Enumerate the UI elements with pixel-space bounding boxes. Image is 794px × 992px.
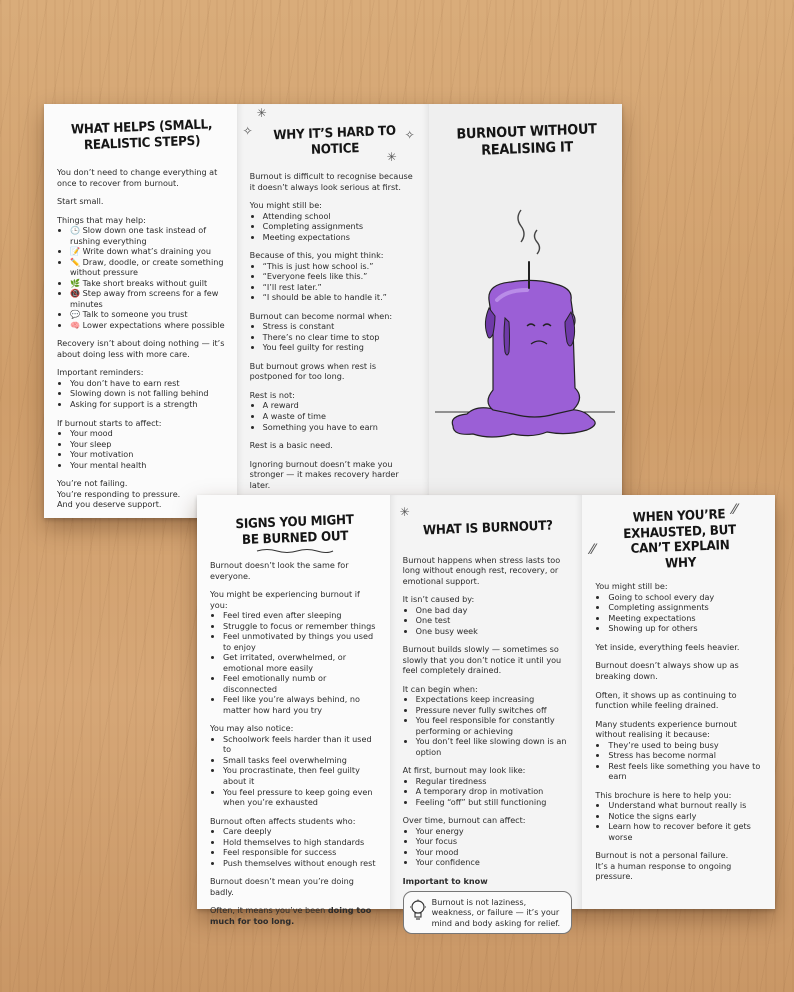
title-line: NOTICE	[310, 140, 360, 158]
closing-line: And you deserve support.	[57, 499, 162, 510]
rest-not-list	[250, 400, 420, 432]
over-time-list	[403, 826, 573, 868]
brochure-outside-sheet	[44, 104, 622, 518]
experiencing-list	[210, 610, 380, 715]
sparkle-icon: ✳	[399, 505, 410, 519]
normal-list	[250, 321, 420, 353]
list-item: • Schoolwork feels harder than it used to	[223, 734, 380, 755]
list-item: • Stress is constant	[263, 321, 420, 332]
list-item: • Your mood	[70, 428, 227, 439]
panel-cover	[429, 104, 622, 518]
list-label: Burnout often affects students who:	[210, 815, 356, 826]
list-item: • Your confidence	[416, 857, 573, 868]
list-label: If burnout starts to affect:	[57, 417, 162, 428]
title-line: SIGNS YOU MIGHT	[235, 512, 354, 533]
still-list	[595, 592, 765, 634]
affect-list	[57, 428, 227, 470]
list-item: • Hold themselves to high standards	[223, 837, 380, 848]
list-item: • “I should be able to handle it.”	[263, 292, 420, 303]
list-item: • Expectations keep increasing	[416, 694, 573, 705]
title-line: EXHAUSTED, BUT	[623, 522, 737, 542]
list-item: • Feel emotionally numb or disconnected	[223, 673, 380, 694]
closing-line: It’s a human response to ongoing pressure.	[595, 860, 732, 882]
list-item: • You feel pressure to keep going even when you’re exhausted	[223, 787, 380, 808]
list-item: • Asking for support is a strength	[70, 399, 227, 410]
list-item: • Your energy	[416, 826, 573, 837]
intro-text: Burnout happens when stress lasts too long without enough rest, recovery, or emotional support.	[402, 554, 561, 586]
list-item: • Feeling “off” but still functioning	[416, 797, 573, 808]
often-text: Often, it shows up as continuing to function while feeling drained.	[595, 689, 737, 711]
smoke-icon	[518, 210, 524, 242]
smoke-icon	[535, 230, 540, 254]
list-item: • 🧠 Lower expectations where possible	[70, 320, 227, 331]
list-label: You might still be:	[249, 200, 322, 211]
list-label: You may also notice:	[210, 723, 294, 734]
list-item: • Feel unmotivated by things you used to enjoy	[223, 631, 380, 652]
closing-line: You’re responding to pressure.	[57, 488, 181, 499]
basic-need-text: Rest is a basic need.	[249, 440, 333, 451]
list-item: • ✏️ Draw, doodle, or create something without pressure	[70, 257, 227, 278]
often-emphasis: doing too much for too long.	[210, 905, 372, 926]
not-caused-list	[403, 605, 573, 637]
list-item: • Learn how to recover before it gets worse	[608, 821, 765, 842]
think-list	[250, 261, 420, 303]
intro-text: You don’t need to change everything at once to recover from burnout.	[57, 167, 218, 188]
lightbulb-icon	[409, 899, 427, 921]
sparkle-icon: ⁄⁄	[732, 502, 738, 518]
list-item: • 📝 Write down what’s draining you	[70, 246, 227, 257]
panel-title	[63, 117, 220, 154]
list-item: • Push themselves without enough rest	[223, 858, 380, 869]
title-line: WHAT HELPS (SMALL,	[70, 117, 213, 138]
important-callout	[403, 891, 573, 935]
important-text: Burnout is not laziness, weakness, or failure — it’s your mind and body asking for relief.	[431, 896, 561, 928]
list-item: • You procrastinate, then feel guilty about it	[223, 765, 380, 786]
often-text	[210, 905, 380, 926]
still-list	[250, 211, 420, 243]
builds-text: Burnout builds slowly — sometimes so slowly that you don’t notice it until you feel completely drained.	[402, 644, 562, 676]
list-item: • One test	[416, 615, 573, 626]
important-label: Important to know	[402, 876, 488, 886]
reminders-list	[57, 378, 227, 410]
heavier-text: Yet inside, everything feels heavier.	[595, 641, 740, 652]
list-item: • 💬 Talk to someone you trust	[70, 309, 227, 320]
things-list	[57, 225, 227, 330]
list-item: • Meeting expectations	[608, 613, 765, 624]
list-item: • “Everyone feels like this.”	[263, 271, 420, 282]
list-item: • 🕒 Slow down one task instead of rushing everything	[70, 225, 227, 246]
list-item: • Regular tiredness	[416, 776, 573, 787]
list-item: • Going to school every day	[608, 592, 765, 603]
panel-what-is-burnout	[390, 495, 583, 928]
list-item: • Understand what burnout really is	[608, 800, 765, 811]
title-line: REALISTIC STEPS)	[83, 133, 201, 153]
title-line: WHEN YOU’RE	[632, 507, 726, 526]
affects-list	[210, 826, 380, 868]
panel-why-hard-to-notice	[237, 104, 430, 518]
list-label: Rest is not:	[249, 389, 295, 400]
list-item: • Small tasks feel overwhelming	[223, 755, 380, 766]
list-label: It isn’t caused by:	[402, 594, 475, 605]
list-label: It can begin when:	[402, 683, 478, 694]
first-list	[403, 776, 573, 808]
underline-squiggle	[255, 548, 335, 554]
panel-title	[216, 512, 373, 549]
list-item: • Feel tired even after sleeping	[223, 610, 380, 621]
list-item: • A reward	[263, 400, 420, 411]
list-item: • Your mental health	[70, 460, 227, 471]
title-line: CAN’T EXPLAIN	[630, 538, 731, 558]
title-line: REALISING IT	[481, 139, 574, 159]
list-item: • Your motivation	[70, 449, 227, 460]
notice-list	[210, 734, 380, 808]
title-line: BURNOUT WITHOUT	[456, 121, 598, 143]
panel-title	[601, 506, 759, 574]
help-list	[595, 800, 765, 842]
closing-line: Burnout is not a personal failure.	[595, 850, 729, 861]
list-item: • There’s no clear time to stop	[263, 332, 420, 343]
panel-what-helps	[44, 104, 237, 518]
sparkle-icon: ✳	[386, 150, 397, 164]
list-item: • Completing assignments	[263, 221, 420, 232]
list-item: • You don’t feel like slowing down is an option	[416, 736, 573, 757]
sparkle-icon: ✧	[404, 128, 415, 142]
list-item: • Meeting expectations	[263, 232, 420, 243]
list-item: • A waste of time	[263, 411, 420, 422]
list-label: Important reminders:	[57, 367, 144, 378]
list-item: • Something you have to earn	[263, 422, 420, 433]
cover-title	[449, 121, 606, 160]
list-item: • Showing up for others	[608, 623, 765, 634]
sparkle-icon: ✧	[242, 124, 253, 138]
list-item: • Slowing down is not falling behind	[70, 388, 227, 399]
list-item: • Your mood	[416, 847, 573, 858]
list-item: • You feel responsible for constantly performing or achieving	[416, 715, 573, 736]
start-text: Start small.	[57, 196, 104, 207]
begin-list	[403, 694, 573, 757]
list-item: • Get irritated, overwhelmed, or emotional more easily	[223, 652, 380, 673]
panel-exhausted	[582, 495, 775, 909]
list-item: • Rest feels like something you have to earn	[608, 761, 765, 782]
not-always-text: Burnout doesn’t always show up as breaking down.	[595, 660, 739, 681]
list-item: • Feel responsible for success	[223, 847, 380, 858]
grows-text: But burnout grows when rest is postponed for too long.	[249, 360, 377, 382]
list-item: • A temporary drop in motivation	[416, 786, 573, 797]
list-item: • Attending school	[263, 211, 420, 222]
panel-title: WHAT IS BURNOUT?	[422, 518, 553, 539]
list-item: • Feel like you’re always behind, no matter how hard you try	[223, 694, 380, 715]
list-item: • Your sleep	[70, 439, 227, 450]
list-label: Because of this, you might think:	[249, 250, 384, 261]
list-item: • Your focus	[416, 836, 573, 847]
list-label: This brochure is here to help you:	[595, 789, 732, 800]
list-item: • One busy week	[416, 626, 573, 637]
list-item: • Completing assignments	[608, 602, 765, 613]
list-label: You might be experiencing burnout if you:	[210, 589, 360, 610]
list-label: You might still be:	[595, 581, 668, 592]
ignoring-text: Ignoring burnout doesn’t make you stronger — it makes recovery harder later.	[249, 458, 399, 490]
list-label: At first, burnout may look like:	[402, 765, 526, 776]
panel-signs-burned-out	[197, 495, 390, 926]
closing-line: You’re not failing.	[57, 478, 128, 489]
title-line: BE BURNED OUT	[241, 528, 349, 548]
brochure-inside-sheet	[197, 495, 775, 928]
students-list	[595, 740, 765, 782]
sparkle-icon: ⁄⁄	[590, 542, 596, 558]
list-item: • “I’ll rest later.”	[263, 282, 420, 293]
list-item: • Notice the signs early	[608, 811, 765, 822]
list-item: • “This is just how school is.”	[263, 261, 420, 272]
title-line: WHY IT’S HARD TO	[272, 123, 396, 144]
sparkle-icon: ✳	[256, 106, 267, 120]
often-prefix: Often, it means you’ve been	[210, 905, 328, 916]
candle-drip	[504, 318, 510, 355]
list-label: Many students experience burnout without realising it because:	[595, 718, 737, 740]
list-item: • 📵 Step away from screens for a few minutes	[70, 288, 227, 309]
list-item: • They’re used to being busy	[608, 740, 765, 751]
list-item: • 🌿 Take short breaks without guilt	[70, 278, 227, 289]
list-item: • You don’t have to earn rest	[70, 378, 227, 389]
not-bad-text: Burnout doesn’t mean you’re doing badly.	[210, 876, 354, 897]
title-line: WHY	[665, 555, 697, 572]
intro-text: Burnout is difficult to recognise because it doesn’t always look serious at first.	[249, 171, 413, 192]
recovery-text: Recovery isn’t about doing nothing — it’s about doing less with more care.	[57, 338, 225, 359]
candle-body	[488, 280, 580, 417]
list-item: • Pressure never fully switches off	[416, 705, 573, 716]
list-item: • Stress has become normal	[608, 750, 765, 761]
intro-text: Burnout doesn’t look the same for everyone.	[210, 560, 349, 581]
melting-candle-illustration	[435, 200, 615, 460]
list-label: Over time, burnout can affect:	[402, 815, 526, 826]
list-label: Things that may help:	[57, 214, 146, 225]
list-item: • One bad day	[416, 605, 573, 616]
list-item: • You feel guilty for resting	[263, 342, 420, 353]
panel-title	[256, 123, 413, 160]
list-label: Burnout can become normal when:	[249, 310, 393, 321]
list-item: • Care deeply	[223, 826, 380, 837]
list-item: • Struggle to focus or remember things	[223, 621, 380, 632]
